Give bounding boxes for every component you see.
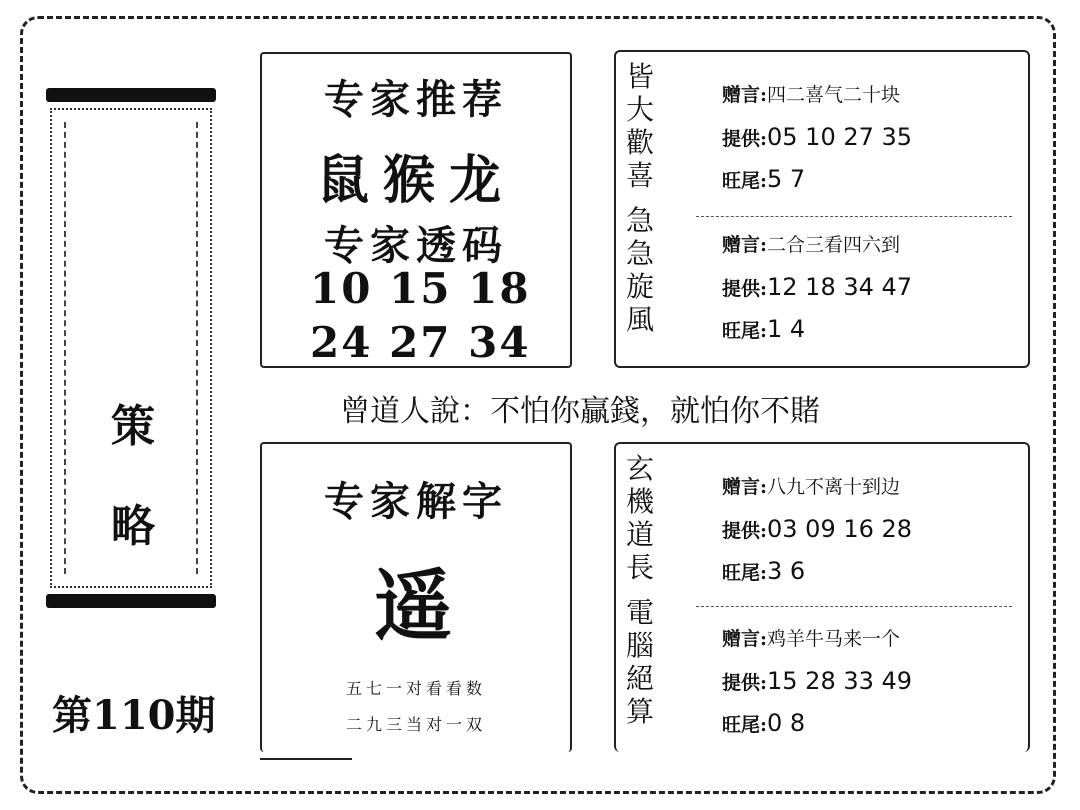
tail-numbers: 5 7 bbox=[767, 165, 806, 193]
gift-label: 赠言: bbox=[722, 628, 768, 650]
provide-label: 提供: bbox=[722, 128, 768, 150]
tail-label: 旺尾: bbox=[722, 714, 768, 736]
provided-numbers: 03 09 16 28 bbox=[767, 515, 913, 543]
vertical-char: 玄 bbox=[625, 452, 654, 485]
gift-text: 四二喜气二十块 bbox=[767, 84, 901, 106]
entry-divider bbox=[696, 216, 1012, 217]
expert-recommend-box bbox=[260, 52, 572, 368]
entry-divider bbox=[696, 606, 1012, 607]
expert-character-box bbox=[260, 442, 572, 752]
numbers-row-1: 10 15 18 bbox=[310, 264, 531, 313]
vertical-char: 急 bbox=[625, 237, 654, 270]
provide-label: 提供: bbox=[722, 672, 768, 694]
expert-numbers-title: 专家透码 bbox=[324, 222, 508, 269]
provided-numbers: 15 28 33 49 bbox=[767, 667, 913, 695]
gift-text: 二合三看四六到 bbox=[767, 234, 901, 256]
vertical-char: 腦 bbox=[625, 629, 654, 662]
issue-number: 第110期 bbox=[52, 692, 216, 739]
gift-text: 鸡羊牛马来一个 bbox=[767, 628, 901, 650]
tail-numbers: 0 8 bbox=[767, 709, 806, 737]
vertical-char: 長 bbox=[625, 551, 654, 584]
vertical-char: 大 bbox=[625, 93, 654, 126]
provided-numbers: 12 18 34 47 bbox=[767, 273, 913, 301]
tip-entry bbox=[722, 74, 1022, 200]
side-char-2: 略 bbox=[111, 501, 155, 552]
tip-entry bbox=[722, 618, 1022, 744]
riddle-character: 遥 bbox=[373, 561, 458, 652]
provide-label: 提供: bbox=[722, 278, 768, 300]
gift-label: 赠言: bbox=[722, 476, 768, 498]
side-panel bbox=[46, 88, 216, 608]
riddle-line-1: 五七一对看看数 bbox=[345, 679, 486, 698]
vertical-title-2 bbox=[622, 452, 658, 728]
vertical-char: 絕 bbox=[625, 662, 654, 695]
side-frame bbox=[50, 108, 212, 588]
vertical-char: 機 bbox=[625, 485, 654, 518]
gift-label: 赠言: bbox=[722, 234, 768, 256]
provided-numbers: 05 10 27 35 bbox=[767, 123, 913, 151]
zodiac-picks: 鼠猴龙 bbox=[316, 150, 515, 211]
expert-character-title: 专家解字 bbox=[324, 478, 508, 525]
provide-label: 提供: bbox=[722, 520, 768, 542]
center-quote: 曾道人說：不怕你贏錢，就怕你不賭 bbox=[340, 394, 820, 429]
vertical-title-1 bbox=[622, 60, 658, 336]
side-bar-top bbox=[46, 88, 216, 102]
tail-numbers: 3 6 bbox=[767, 557, 806, 585]
numbers-row-2: 24 27 34 bbox=[310, 318, 531, 367]
tail-label: 旺尾: bbox=[722, 320, 768, 342]
side-bar-bottom bbox=[46, 594, 216, 608]
tail-label: 旺尾: bbox=[722, 170, 768, 192]
riddle-line-2: 二九三当对一双 bbox=[345, 715, 486, 734]
expert-recommend-title: 专家推荐 bbox=[324, 76, 508, 123]
side-char-1: 策 bbox=[111, 401, 155, 452]
vertical-char: 皆 bbox=[625, 60, 654, 93]
vertical-char: 電 bbox=[625, 596, 654, 629]
tip-entry bbox=[722, 224, 1022, 350]
vertical-char: 道 bbox=[625, 518, 654, 551]
vertical-char: 急 bbox=[625, 204, 654, 237]
vertical-char: 喜 bbox=[625, 159, 654, 192]
tips-box-1 bbox=[614, 50, 1030, 368]
tail-label: 旺尾: bbox=[722, 562, 768, 584]
tail-numbers: 1 4 bbox=[767, 315, 806, 343]
vertical-char: 風 bbox=[625, 303, 654, 336]
gift-label: 赠言: bbox=[722, 84, 768, 106]
tip-entry bbox=[722, 466, 1022, 592]
box2-underline bbox=[260, 758, 352, 760]
vertical-char: 算 bbox=[625, 695, 654, 728]
vertical-char: 旋 bbox=[625, 270, 654, 303]
gift-text: 八九不离十到边 bbox=[767, 476, 901, 498]
vertical-char: 歡 bbox=[625, 126, 654, 159]
tips-box-2 bbox=[614, 442, 1030, 752]
